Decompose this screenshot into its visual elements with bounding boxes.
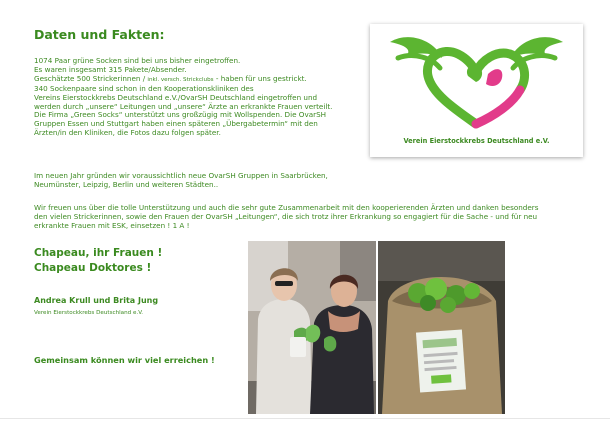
facts-line-1: 1074 Paar grüne Socken sind bei uns bisher eingetroffen. (34, 56, 241, 65)
new-groups-line-2: Neumünster, Leipzig, Berlin und weiteren Städten.. (34, 179, 219, 189)
closing-line: Gemeinsam können wir viel erreichen ! (34, 355, 215, 365)
facts-paragraph (34, 57, 364, 138)
thanks-line-3: erkrankte Frauen mit ESK, einsetzen ! 1 A ! (34, 220, 190, 230)
page-bottom-divider (0, 418, 610, 419)
page-heading: Daten und Fakten: (34, 27, 165, 42)
logo-caption: Verein Eierstockkrebs Deutschland e.V. (403, 137, 550, 145)
facts-line-4: 340 Sockenpaare sind schon in den Kooperationskliniken des (34, 83, 254, 93)
photo-two-women-with-socks (248, 241, 376, 414)
association-logo-card (370, 24, 583, 157)
heart-hands-logo-icon (370, 24, 583, 136)
photo-sack-of-socks (378, 241, 505, 414)
facts-line-8: Gruppen Essen und Stuttgart haben einen späteren „Übergabetermin“ mit den (34, 119, 318, 129)
signature-organization: Verein Eierstockkrebs Deutschland e.V. (34, 310, 144, 316)
signature-names: Andrea Krull und Brita Jung (34, 296, 159, 305)
chapeau-block (34, 246, 162, 276)
thanks-line-1: Wir freuen uns über die tolle Unterstützung und auch die sehr gute Zusammenarbeit mit den kooperierenden Ärzten und danken besonders (34, 203, 539, 212)
facts-line-7: Die Firma „Green Socks“ unterstützt uns großzügig mit Wollspenden. Die OvarSH (34, 110, 327, 120)
facts-line-2: Es waren insgesamt 315 Pakete/Absender. (34, 64, 187, 74)
new-groups-paragraph (34, 172, 364, 190)
facts-line-3: Geschätzte 500 Strickerinnen / inkl. versch. Strickclubs - haben für uns gestrickt. (34, 73, 307, 83)
chapeau-women: Chapeau, ihr Frauen ! (34, 247, 163, 259)
facts-line-6: werden durch „unsere“ Leitungen und „unsere“ Ärzte an erkrankte Frauen verteilt. (34, 101, 333, 111)
thanks-line-2: den vielen Strickerinnen, sowie den Frauen der OvarSH „Leitungen“, die sich trotz ihrer Erkrankung so engagiert für die Sache - und für neu (34, 211, 538, 221)
facts-line-5: Vereins Eierstockkrebs Deutschland e.V./OvarSH Deutschland eingetroffen und (34, 92, 318, 102)
photo-women-image (248, 241, 376, 414)
photo-sack-image (378, 241, 505, 414)
chapeau-doctors: Chapeau Doktores ! (34, 262, 152, 274)
thanks-paragraph (34, 204, 582, 231)
new-groups-line-1: Im neuen Jahr gründen wir voraussichtlich neue OvarSH Gruppen in Saarbrücken, (34, 171, 328, 180)
facts-line-9: Ärzten/in den Kliniken, die Fotos dazu folgen später. (34, 128, 221, 138)
